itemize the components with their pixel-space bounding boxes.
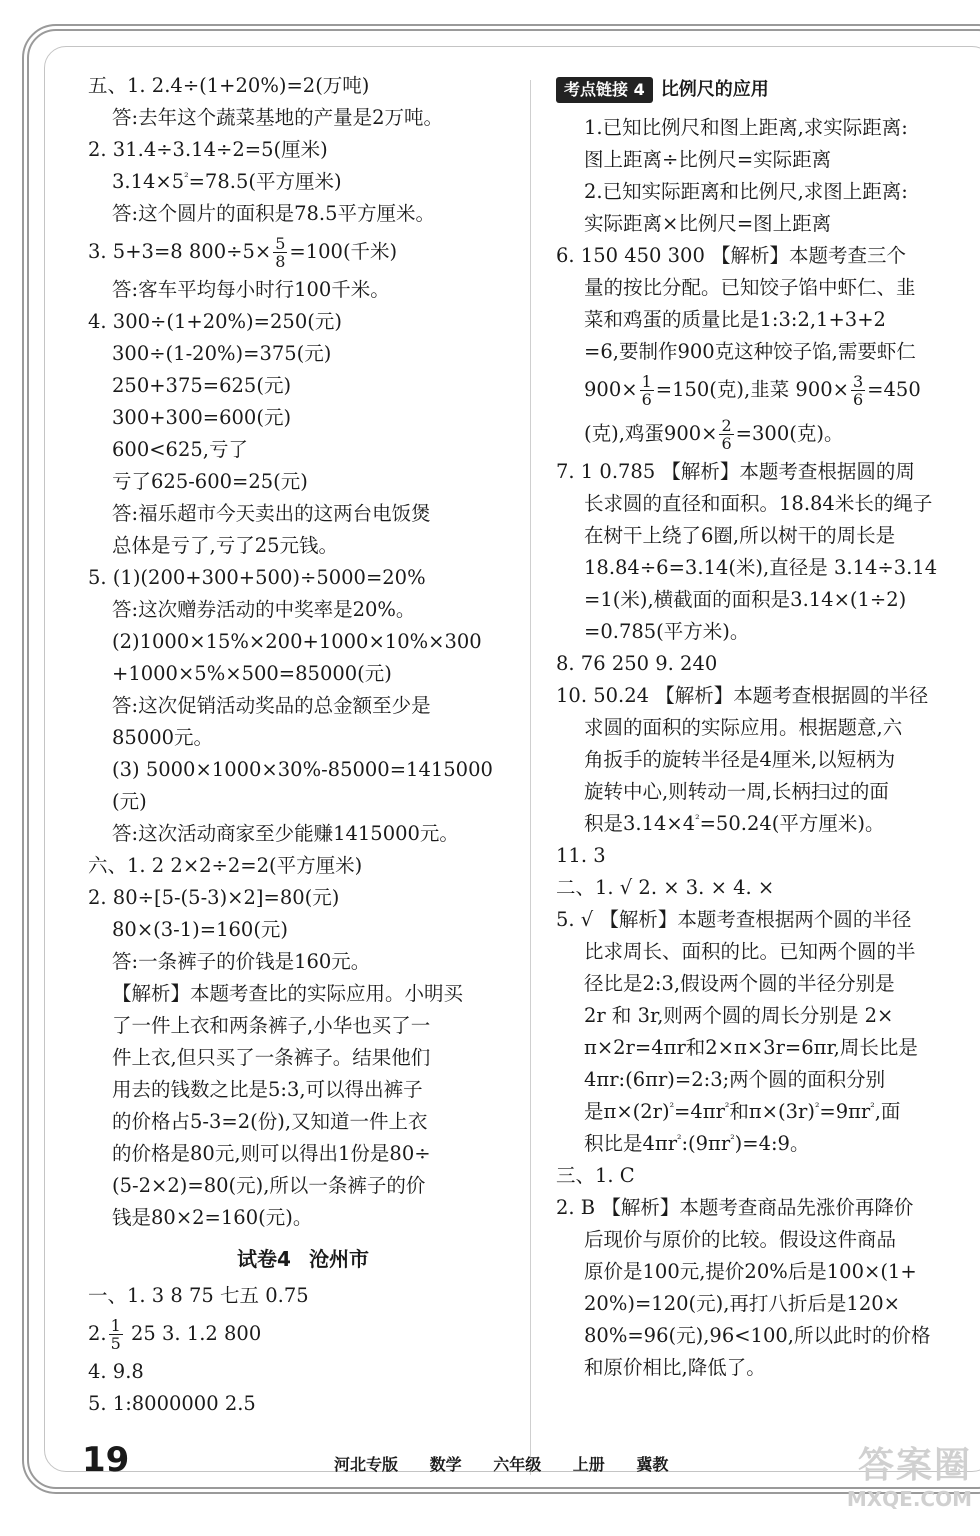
fraction: $\frac{5}{8}$ — [275, 234, 286, 271]
answer-line: 答:福乐超市今天卖出的这两台电饭煲 — [112, 502, 431, 525]
answer-line: 答:这个圆片的面积是78.5平方厘米。 — [112, 202, 435, 225]
analysis-line: 的价格是80元,则可以得出1份是80÷ — [112, 1142, 431, 1165]
analysis-line: 【解析】本题考查比的实际应用。小明买 — [112, 982, 464, 1005]
knowledge-link-header — [556, 70, 980, 110]
answer-line: 答:这次活动商家至少能赚1415000元。 — [112, 822, 459, 845]
answer-line: 六、1. 2 2×2÷2=2(平方厘米) — [88, 854, 363, 877]
knowledge-line: 实际距离×比例尺=图上距离 — [584, 212, 832, 235]
page-number: 19 — [82, 1440, 130, 1480]
analysis-line: 4πr:(6πr)=2:3;两个圆的面积分别 — [584, 1068, 886, 1091]
analysis-line: 后现价与原价的比较。假设这件商品 — [584, 1228, 897, 1251]
analysis-line: 原价是100元,提价20%后是100×(1+ — [584, 1260, 917, 1283]
answer-line: 亏了625-600=25(元) — [112, 470, 308, 493]
answer-line: +1000×5%×500=85000(元) — [112, 662, 392, 685]
answer-line: 2. $\frac{1}{5}$ 25 3. 1.2 800 — [88, 1316, 262, 1353]
analysis-line: 件上衣,但只买了一条裤子。结果他们 — [112, 1046, 431, 1069]
analysis-line: 菜和鸡蛋的质量比是1:3:2,1+3+2 — [584, 308, 886, 331]
answer-line: 答:一条裤子的价钱是160元。 — [112, 950, 371, 973]
answer-line: 85000元。 — [112, 726, 214, 749]
answer-line: 5. √ 【解析】本题考查根据两个圆的半径 — [556, 908, 912, 931]
section-title: 试卷4 沧州市 — [237, 1247, 369, 1271]
answer-line: 250+375=625(元) — [112, 374, 292, 397]
analysis-line: =0.785(平方米)。 — [584, 620, 750, 643]
fraction: $\frac{3}{6}$ — [852, 372, 864, 409]
analysis-line: 径比是2:3,假设两个圆的半径分别是 — [584, 972, 895, 995]
analysis-line: 积比是$4\pi r^{^2}:(9\pi r^{^2})=4:9$。 — [584, 1132, 810, 1155]
analysis-line: 旋转中心,则转动一周,长柄扫过的面 — [584, 780, 889, 803]
answer-line: 2. B 【解析】本题考查商品先涨价再降价 — [556, 1196, 914, 1219]
answer-line: 2. 80÷[5-(5-3)×2]=80(元) — [88, 886, 340, 909]
analysis-line: =1(米),横截面的面积是3.14×(1÷2) — [584, 588, 907, 611]
knowledge-line: 图上距离÷比例尺=实际距离 — [584, 148, 832, 171]
answer-line: 2. 31.4÷3.14÷2=5(厘米) — [88, 138, 328, 161]
analysis-line: 在树干上绕了6圈,所以树干的周长是 — [584, 524, 896, 547]
answer-line: 6. 150 450 300 【解析】本题考查三个 — [556, 244, 907, 267]
answer-line: 答:去年这个蔬菜基地的产量是2万吨。 — [112, 106, 443, 129]
answer-line: 三、1. C — [556, 1164, 635, 1187]
answer-line: 二、1. √ 2. × 3. × 4. × — [556, 876, 775, 899]
analysis-line: (克),鸡蛋900× $\frac{2}{6}$ =300(克)。 — [584, 416, 844, 453]
watermark-url: MXQE.COM — [846, 1487, 972, 1511]
analysis-line: π×2r=4πr和2×π×3r=6πr,周长比是 — [584, 1036, 918, 1059]
knowledge-link-title: 比例尺的应用 — [660, 79, 769, 100]
analysis-line: 比求周长、面积的比。已知两个圆的半 — [584, 940, 916, 963]
left-column — [88, 70, 518, 1420]
watermark-logo: 答案圈 — [857, 1445, 972, 1486]
answer-line: (2)1000×15%×200+1000×10%×300 — [112, 630, 482, 653]
answer-line: 5. (1)(200+300+500)÷5000=20% — [88, 566, 426, 589]
fraction: $\frac{1}{6}$ — [641, 372, 652, 409]
analysis-line: 钱是80×2=160(元)。 — [112, 1206, 313, 1229]
analysis-line: 是$\pi\times(2r)^{^2}=4\pi r^{^2}$和$\pi\times(3r)^{^2}=9\pi r^{^2}$,面 — [584, 1100, 901, 1123]
answer-line: 3. 5+3=8 800÷5× $\frac{5}{8}$ =100(千米) — [88, 234, 398, 271]
answer-line: (3) 5000×1000×30%-85000=1415000 — [112, 758, 493, 781]
answer-line: 10. 50.24 【解析】本题考查根据圆的半径 — [556, 684, 929, 707]
answer-line: 答:客车平均每小时行100千米。 — [112, 278, 390, 301]
answer-line: 80×(3-1)=160(元) — [112, 918, 289, 941]
answer-line: 8. 76 250 9. 240 — [556, 652, 718, 675]
analysis-line: 20%)=120(元),再打八折后是120× — [584, 1292, 900, 1315]
answer-line: 总体是亏了,亏了25元钱。 — [112, 534, 339, 557]
volume-label: 上册 — [572, 1455, 605, 1474]
answer-line: 5. 1:8000000 2.5 — [88, 1392, 256, 1415]
knowledge-link-badge: 考点链接 4 — [556, 77, 653, 103]
analysis-line: 积是$3.14\times 4^{^2}=50.24$(平方厘米)。 — [584, 812, 885, 835]
answer-line: $3.14\times 5^{^2}=78.5$(平方厘米) — [112, 170, 342, 193]
analysis-line: (5-2×2)=80(元),所以一条裤子的价 — [112, 1174, 426, 1197]
answer-line: 11. 3 — [556, 844, 606, 867]
answer-line: 300÷(1-20%)=375(元) — [112, 342, 332, 365]
answer-line: (元) — [112, 790, 147, 813]
fraction: $\frac{1}{5}$ — [110, 1316, 121, 1353]
column-divider — [530, 80, 531, 1475]
analysis-line: 的价格占5-3=2(份),又知道一件上衣 — [112, 1110, 428, 1133]
knowledge-line: 1.已知比例尺和图上距离,求实际距离: — [584, 116, 908, 139]
analysis-line: 量的按比分配。已知饺子馅中虾仁、韭 — [584, 276, 916, 299]
knowledge-line: 2.已知实际距离和比例尺,求图上距离: — [584, 180, 908, 203]
fraction: $\frac{2}{6}$ — [721, 416, 732, 453]
right-column — [556, 70, 980, 1384]
answer-line: 一、1. 3 8 75 七五 0.75 — [88, 1284, 309, 1307]
analysis-line: 900× $\frac{1}{6}$ =150(克),韭菜 900× $\frac{3}{6}$ =450 — [584, 372, 921, 409]
answer-line: 五、1. 2.4÷(1+20%)=2(万吨) — [88, 74, 370, 97]
watermark — [812, 1444, 972, 1524]
answer-line: 600<625,亏了 — [112, 438, 248, 461]
answer-line: 300+300=600(元) — [112, 406, 292, 429]
answer-line: 答:这次促销活动奖品的总金额至少是 — [112, 694, 431, 717]
grade-label: 六年级 — [493, 1455, 542, 1474]
answer-line: 7. 1 0.785 【解析】本题考查根据圆的周 — [556, 460, 915, 483]
analysis-line: 用去的钱数之比是5:3,可以得出裤子 — [112, 1078, 423, 1101]
answer-line: 4. 9.8 — [88, 1360, 144, 1383]
analysis-line: 角扳手的旋转半径是4厘米,以短柄为 — [584, 748, 896, 771]
answer-line: 4. 300÷(1+20%)=250(元) — [88, 310, 342, 333]
analysis-line: 求圆的面积的实际应用。根据题意,六 — [584, 716, 903, 739]
analysis-line: 和原价相比,降低了。 — [584, 1356, 766, 1379]
answer-line: 答:这次赠券活动的中奖率是20%。 — [112, 598, 416, 621]
subject-label: 数学 — [429, 1455, 462, 1474]
analysis-line: 2r 和 3r,则两个圆的周长分别是 2× — [584, 1004, 894, 1027]
book-info — [334, 1452, 694, 1475]
publisher-label: 冀教 — [636, 1455, 669, 1474]
analysis-line: 了一件上衣和两条裤子,小华也买了一 — [112, 1014, 431, 1037]
analysis-line: =6,要制作900克这种饺子馅,需要虾仁 — [584, 340, 916, 363]
analysis-line: 18.84÷6=3.14(米),直径是 3.14÷3.14 — [584, 556, 938, 579]
analysis-line: 长求圆的直径和面积。18.84米长的绳子 — [584, 492, 933, 515]
edition-label: 河北专版 — [334, 1455, 399, 1474]
analysis-line: 80%=96(元),96<100,所以此时的价格 — [584, 1324, 931, 1347]
